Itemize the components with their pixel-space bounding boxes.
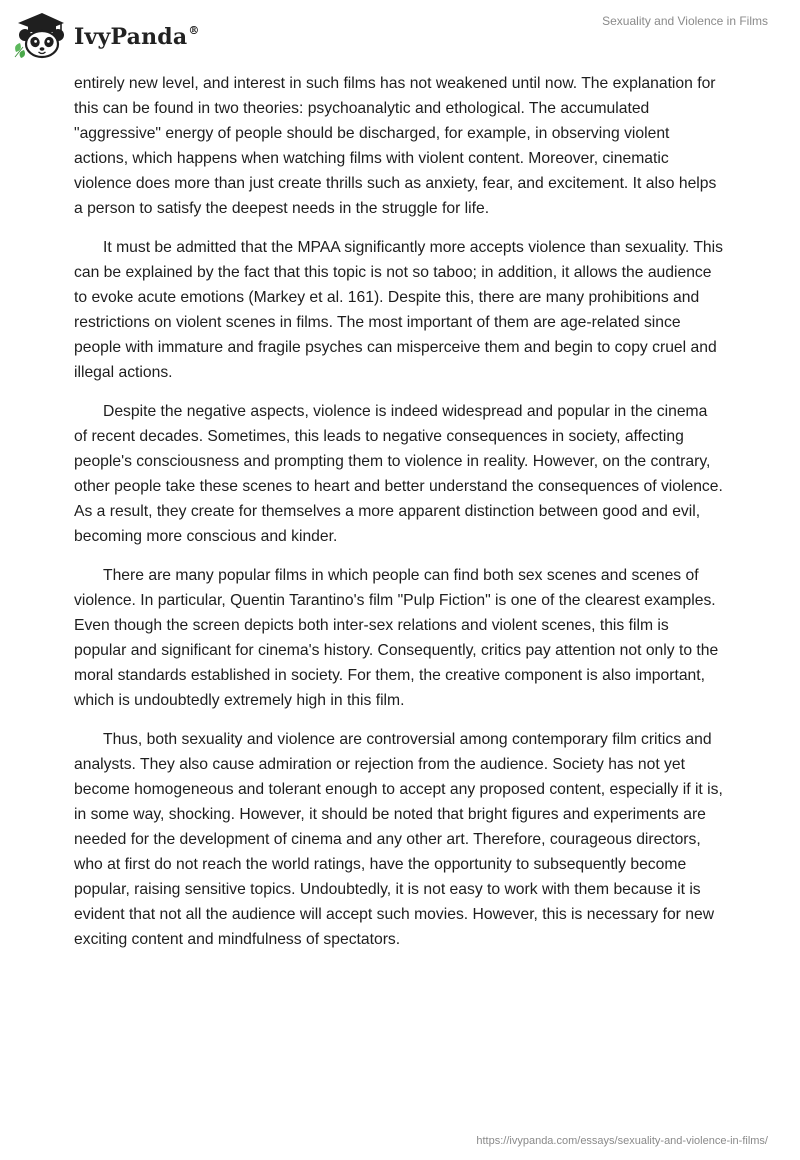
paragraph-2: It must be admitted that the MPAA significantly more accepts violence than sexuality. This can be explained by the fact that this topic is not so taboo; in addition, it allows the audience to evoke acute emotions (Markey et al. 161). Despite this, there are many prohibitions and restrictions on violent scenes in films. The most important of them are age-related since people with immature and fragile psyches can misperceive them and begin to copy cruel and illegal actions. xyxy=(74,239,723,381)
running-title: Sexuality and Violence in Films xyxy=(602,14,768,28)
brand-name xyxy=(74,24,200,50)
registered-mark: ® xyxy=(188,24,200,37)
ivypanda-logo[interactable] xyxy=(12,8,200,60)
paragraph-3: Despite the negative aspects, violence is indeed widespread and popular in the cinema of recent decades. Sometimes, this leads to negative consequences in society, affecting people's consciousness and prompting them to violence in reality. However, on the contrary, other people take these scenes to heart and better understand the consequences of violence. As a result, they create for themselves a more apparent distinction between good and evil, becoming more conscious and kinder. xyxy=(74,403,723,545)
paragraph-5: Thus, both sexuality and violence are controversial among contemporary film critics and analysts. They also cause admiration or rejection from the audience. Society has not yet become homogeneous and tolerant enough to accept any proposed content, especially if it is, in some way, shocking. However, it should be noted that bright figures and experiments are needed for the development of cinema and any other art. Therefore, courageous directors, who at first do not reach the world ratings, have the opportunity to subsequently become popular, raising sensitive topics. Undoubtedly, it is not easy to work with them because it is evident that not all the audience will accept such movies. However, this is necessary for new exciting content and mindfulness of spectators. xyxy=(74,731,723,948)
panda-graduation-cap-icon xyxy=(12,8,68,60)
paragraph-1: entirely new level, and interest in such films has not weakened until now. The explanation for this can be found in two theories: psychoanalytic and ethological. The accumulated "aggressive" energy of people should be discharged, for example, in observing violent actions, which happens when watching films with violent content. Moreover, cinematic violence does more than just create thrills such as anxiety, fear, and excitement. It also helps a person to satisfy the deepest needs in the struggle for life. xyxy=(74,75,717,217)
page-header xyxy=(0,0,800,72)
source-url-link[interactable]: https://ivypanda.com/essays/sexuality-and-violence-in-films/ xyxy=(476,1135,768,1147)
brand-name-text: IvyPanda xyxy=(74,24,188,50)
essay-body xyxy=(74,71,724,966)
paragraph-4: There are many popular films in which people can find both sex scenes and scenes of violence. In particular, Quentin Tarantino's film "Pulp Fiction" is one of the clearest examples. Even though the screen depicts both inter-sex relations and violent scenes, this film is popular and significant for cinema's history. Consequently, critics pay attention not only to the moral standards established in society. For them, the creative component is also important, which is undoubtedly extremely high in this film. xyxy=(74,567,719,709)
